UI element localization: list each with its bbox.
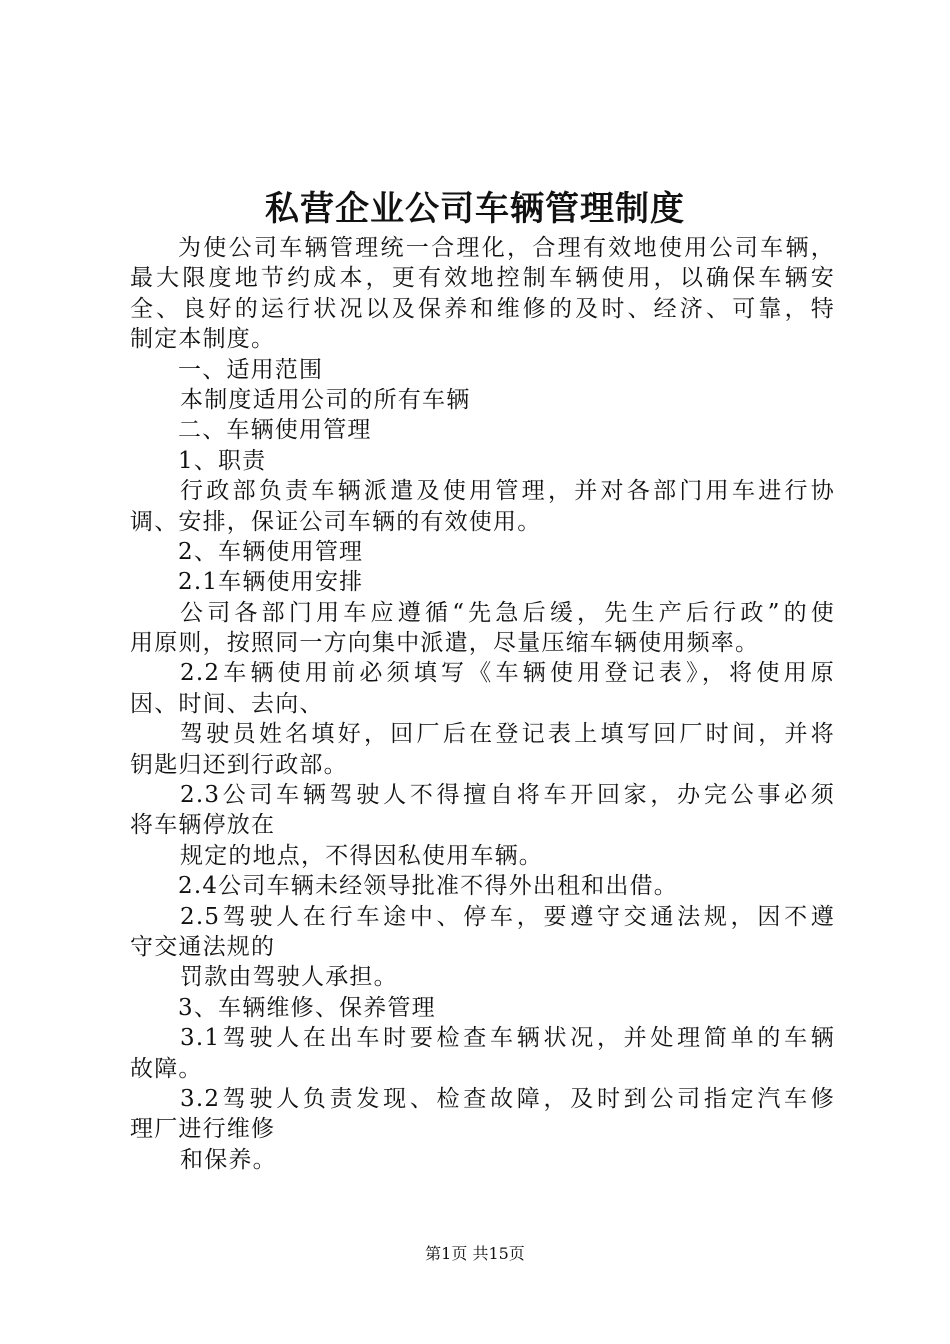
subsection-heading: 3、车辆维修、保养管理: [178, 994, 436, 1021]
paragraph-line: 最大限度地节约成本，更有效地控制车辆使用，以确保车辆安: [130, 265, 835, 292]
paragraph-line: 故障。: [130, 1055, 203, 1082]
paragraph-line: 2.3公司车辆驾驶人不得擅自将车开回家，办完公事必须: [180, 782, 835, 809]
document-body: [130, 233, 835, 1175]
paragraph-line: 罚款由驾驶人承担。: [180, 964, 398, 991]
paragraph-line: 3.2驾驶人负责发现、检查故障，及时到公司指定汽车修: [180, 1085, 835, 1112]
paragraph-line: 2.5驾驶人在行车途中、停车，要遵守交通法规，因不遵: [180, 903, 835, 930]
paragraph-line: 行政部负责车辆派遣及使用管理，并对各部门用车进行协: [180, 478, 835, 505]
paragraph-line: 驾驶员姓名填好，回厂后在登记表上填写回厂时间，并将: [180, 721, 835, 748]
paragraph-line: 因、时间、去向、: [130, 690, 324, 717]
subsection-heading: 2、车辆使用管理: [178, 538, 364, 565]
paragraph-line: 3.1驾驶人在出车时要检查车辆状况，并处理简单的车辆: [180, 1025, 835, 1052]
paragraph-line: 全、良好的运行状况以及保养和维修的及时、经济、可靠，特: [130, 295, 835, 322]
section-heading: 一、适用范围: [178, 356, 324, 383]
paragraph-line: 用原则，按照同一方向集中派遣，尽量压缩车辆使用频率。: [130, 630, 760, 657]
paragraph-line: 理厂进行维修: [130, 1116, 276, 1143]
subsection-heading: 1、职责: [178, 447, 267, 474]
paragraph-line: 为使公司车辆管理统一合理化，合理有效地使用公司车辆，: [178, 235, 835, 261]
section-heading: 二、车辆使用管理: [178, 417, 372, 444]
paragraph-line: 钥匙归还到行政部。: [130, 751, 348, 778]
paragraph-line: 2.4公司车辆未经领导批准不得外出租和出借。: [178, 873, 678, 900]
paragraph-line: 2.2车辆使用前必须填写《车辆使用登记表》，将使用原: [180, 660, 835, 687]
paragraph-line: 公司各部门用车应遵循“先急后缓，先生产后行政”的使: [180, 599, 835, 626]
subsection-heading: 2.1车辆使用安排: [178, 569, 364, 596]
paragraph-line: 和保养。: [180, 1146, 277, 1173]
paragraph-line: 本制度适用公司的所有车辆: [180, 386, 471, 413]
paragraph-line: 调、安排，保证公司车辆的有效使用。: [130, 508, 542, 535]
document-title: 私营企业公司车辆管理制度: [265, 189, 685, 229]
paragraph-line: 守交通法规的: [130, 933, 276, 960]
page-number-footer: 第1页 共15页: [425, 1244, 525, 1263]
paragraph-line: 制定本制度。: [130, 326, 276, 353]
paragraph-line: 将车辆停放在: [130, 812, 276, 839]
paragraph-line: 规定的地点，不得因私使用车辆。: [180, 842, 543, 869]
